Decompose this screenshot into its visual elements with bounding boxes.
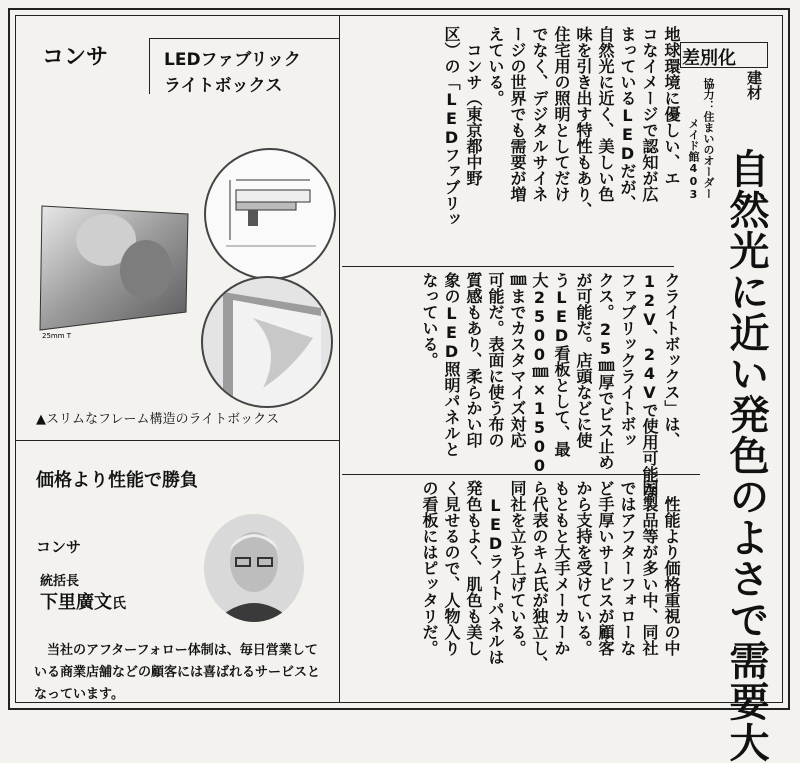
person-name-block (40, 588, 126, 614)
person-quote: 当社のアフターフォロー体制は、毎日営業している商業店舗などの顧客には喜ばれるサービスとなっています。 (34, 643, 321, 702)
person-company: コンサ (36, 538, 82, 556)
body-line: 同社を立ち上げている。 (508, 480, 527, 656)
body-line: まっているLEDだが、 (618, 26, 637, 211)
body-line: ㎜までカスタマイズ対応 (508, 272, 527, 448)
body-line: コンサ（東京都中野 (464, 26, 483, 186)
body-line: 味を引き出す特性もあり、 (574, 26, 593, 218)
portrait-photo (204, 514, 304, 622)
body-line: 質感もあり、柔らかい印 (464, 272, 483, 448)
body-line: 発色もよく、肌色も美し (464, 480, 483, 656)
body-line: なっている。 (420, 272, 439, 368)
photo-size-label: 25mm T (42, 332, 72, 340)
article-body-upper (440, 26, 682, 227)
product-name-box (149, 38, 339, 94)
body-line: 12V、24Vで使用可能な (640, 272, 659, 498)
body-line: ら代表のキム氏が独立し、 (530, 480, 549, 672)
section-divider (16, 440, 339, 441)
person-name: 下里廣文 (40, 592, 112, 613)
credit-line-1: 協力：住まいのオーダー (702, 78, 715, 199)
body-line: く見せるので、人物入り (442, 480, 461, 656)
body-line: LEDライトパネルは (486, 480, 505, 665)
body-line: ど手厚いサービスが顧客 (596, 480, 615, 656)
body-line: から支持を受けている。 (574, 480, 593, 656)
body-line: ファブリックライトボッ (618, 272, 637, 448)
body-divider-1 (342, 266, 674, 267)
body-line: コなイメージで認知が広 (640, 26, 659, 202)
body-line: えている。 (486, 26, 505, 106)
body-line: うLED看板として、最 (552, 272, 571, 457)
body-line: 区）の「LEDファブリッ (442, 26, 461, 227)
body-line: 国製品等が多い中、同社 (640, 480, 659, 656)
person-honorific: 氏 (112, 596, 126, 612)
body-line: 住宅用の照明としてだけ (552, 26, 571, 202)
body-line: もともと大手メーカーか (552, 480, 571, 656)
sidebar-subheadline: 価格より性能で勝負 (36, 470, 198, 491)
body-line: でなく、デジタルサイネ (530, 26, 549, 202)
body-line: クライトボックス」は、 (662, 272, 681, 448)
body-line: クス。25㎜厚でビス止め (596, 272, 615, 470)
product-name-line2: ライトボックス (164, 76, 283, 96)
article-body-lower (418, 480, 682, 672)
person-title: 統括長 (40, 574, 80, 589)
body-line: 性能より価格重視の中 (662, 480, 681, 656)
body-line: が可能だ。店頭などに使 (574, 272, 593, 448)
article-headline: 自然光に近い発色のよさで需要大 (723, 148, 769, 763)
body-line: 地球環境に優しい、エ (662, 26, 681, 186)
body-line: 自然光に近く、美しい色 (596, 26, 615, 202)
category-label: 差別化 (682, 48, 736, 69)
body-line: 象のLED照明パネルと (442, 272, 461, 457)
body-line: の看板にはピッタリだ。 (420, 480, 439, 656)
body-line: ではアフターフォローな (618, 480, 637, 656)
article-body-middle (418, 272, 682, 498)
body-line: 可能だ。表面に使う布の (486, 272, 505, 448)
body-line: ージの世界でも需要が増 (508, 26, 527, 202)
frame-closeup-photo (201, 276, 333, 408)
sidebar-column (16, 16, 340, 702)
photo-caption: ▲スリムなフレーム構造のライトボックス (36, 412, 279, 427)
category-sub-label: 建材 (745, 70, 763, 100)
body-divider-2 (342, 474, 700, 475)
frame-diagram-icon (204, 148, 336, 280)
product-name-line1: LEDファブリック (164, 50, 301, 70)
credit-line-2: メイド館403 (687, 118, 700, 201)
lightbox-photo (36, 200, 196, 340)
body-line: 大2500㎜×1500 (530, 272, 549, 475)
company-name: コンサ (41, 44, 108, 70)
